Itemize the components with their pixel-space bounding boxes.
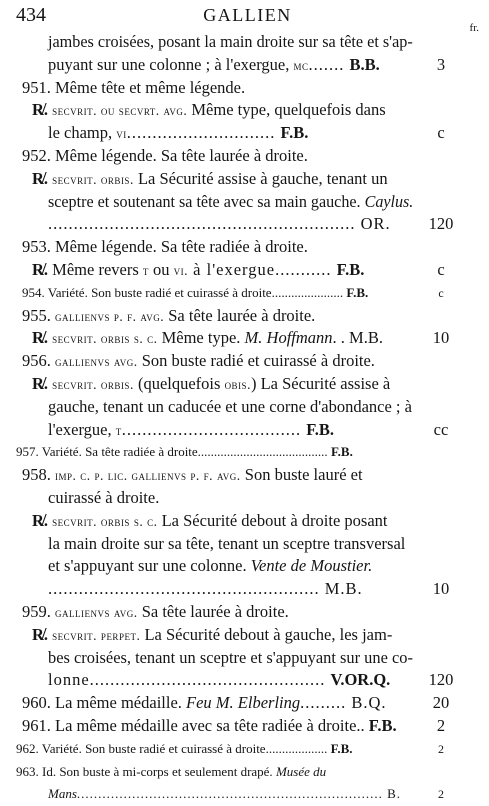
text-segment: t <box>142 263 149 278</box>
catalogue-line <box>0 487 489 509</box>
text-segment: à l'exergue........... <box>188 260 337 279</box>
text-segment: cuirassé à droite. <box>48 488 160 507</box>
text-segment: F.B. <box>330 740 353 756</box>
text-segment: ........................................................................ B. <box>76 786 402 802</box>
page-header <box>14 2 481 34</box>
catalogue-line <box>0 761 489 783</box>
text-segment: B.B. <box>349 54 380 74</box>
text-segment: vi <box>116 126 127 142</box>
column-head: fr. <box>469 22 479 34</box>
text-segment: R̸. <box>32 168 53 188</box>
catalogue-line <box>0 624 489 646</box>
text-segment: F.B. <box>306 419 335 439</box>
catalogue-line <box>0 783 489 805</box>
line-text <box>32 373 390 395</box>
text-segment: R̸. <box>32 328 53 348</box>
text-segment: 963. Id. Son buste à mi-corps et seulement drapé. <box>16 763 276 779</box>
line-text <box>22 601 289 623</box>
text-segment: F.B. <box>368 716 397 735</box>
text-segment: Sa tête laurée à droite. <box>164 305 316 325</box>
line-text <box>48 396 412 418</box>
catalogue-line <box>0 213 489 235</box>
text-segment: 951. Même tête et même légende. <box>22 77 246 97</box>
line-text <box>48 783 401 805</box>
line-text <box>32 259 364 281</box>
text-segment: gallienvs avg. <box>55 354 138 370</box>
catalogue-line <box>0 77 489 99</box>
text-segment: 952. Même légende. Sa tête laurée à droite. <box>22 146 308 165</box>
page-number: 434 <box>16 4 46 26</box>
text-segment: l'exergue, <box>48 419 116 439</box>
catalogue-line <box>0 54 489 76</box>
running-head: GALLIEN <box>203 5 292 25</box>
rarity-value: c <box>437 123 445 143</box>
text-segment: lonne.............................................. <box>48 670 331 690</box>
text-segment: ............................................................ OR. <box>48 214 391 234</box>
text-segment: mc <box>293 57 309 73</box>
text-segment: R̸. <box>32 260 53 279</box>
rarity-value: 20 <box>432 693 450 713</box>
line-text <box>32 99 386 121</box>
line-text <box>32 327 383 349</box>
rarity-value: 2 <box>438 787 444 802</box>
line-text <box>16 738 353 760</box>
text-segment: Même type. <box>157 328 245 348</box>
catalogue-line <box>0 647 489 669</box>
text-segment: et s'appuyant sur une colonne. <box>48 556 251 576</box>
line-text <box>22 145 308 167</box>
text-segment: jambes croisées, posant la main droite sur sa tête et s'ap- <box>48 32 413 51</box>
text-segment: Vente de Moustier. <box>250 556 373 576</box>
catalogue-line <box>0 99 489 121</box>
catalogue-line <box>0 692 489 714</box>
line-text <box>22 236 308 258</box>
text-segment: . . M.B. <box>332 328 383 348</box>
text-segment: vi. <box>173 263 189 278</box>
rarity-value: c <box>437 260 445 279</box>
line-text <box>48 191 413 213</box>
text-segment: Musée du <box>275 763 327 779</box>
text-segment: 955. <box>22 305 55 325</box>
catalogue-line <box>0 601 489 623</box>
text-segment: Son buste radié et cuirassé à droite. <box>137 351 375 371</box>
rarity-value: 10 <box>432 579 450 599</box>
catalogue-line <box>0 305 489 327</box>
catalogue-line <box>0 715 489 737</box>
catalogue-line <box>0 419 489 441</box>
text-segment: secvrit. orbis s. c. <box>52 513 158 529</box>
line-text <box>48 669 390 691</box>
catalogue-line <box>0 122 489 144</box>
text-segment: R̸. <box>32 624 53 644</box>
rarity-value: c <box>438 285 444 300</box>
text-segment: Feu M. Elberling <box>186 693 301 713</box>
line-text <box>48 419 334 441</box>
text-segment: Caylus. <box>364 191 414 211</box>
text-segment: La Sécurité debout à gauche, les jam- <box>140 624 393 644</box>
catalogue-line <box>0 555 489 577</box>
line-text <box>22 715 397 737</box>
line-text <box>22 464 363 486</box>
text-segment: ................................... <box>121 419 307 439</box>
text-segment: 956. <box>22 351 55 371</box>
text-segment: gallienvs p. f. avg. <box>55 308 165 324</box>
text-segment: secvrit. orbis s. c. <box>52 331 158 347</box>
catalogue-line <box>0 669 489 691</box>
line-text <box>22 305 315 327</box>
text-segment: puyant sur une colonne ; à l'exergue, <box>48 54 294 74</box>
catalogue-line <box>0 510 489 532</box>
rarity-value: cc <box>433 419 449 439</box>
text-segment: imp. c. p. lic. gallienvs p. f. avg. <box>55 468 241 484</box>
line-text <box>32 168 388 190</box>
text-segment: ............................. <box>126 123 281 143</box>
line-text <box>48 578 363 600</box>
line-text <box>48 533 405 555</box>
text-segment: bes croisées, tenant un sceptre et s'appuyant sur une co- <box>48 647 413 667</box>
catalogue-line <box>0 327 489 349</box>
text-segment: Mans <box>48 786 77 802</box>
text-segment: sceptre et soutenant sa tête avec sa main gauche. <box>48 191 365 211</box>
text-segment: F.B. <box>346 284 369 300</box>
text-segment: 957. Variété. Sa tête radiée à droite........................................ <box>16 444 331 460</box>
catalogue-line <box>0 441 489 463</box>
text-segment: F.B. <box>280 123 309 143</box>
text-segment: secvrit. orbis. <box>52 171 134 187</box>
line-text <box>48 487 159 509</box>
rarity-value: 120 <box>428 214 454 234</box>
text-segment: Même revers <box>52 260 143 279</box>
text-segment: (quelquefois <box>133 374 225 393</box>
catalogue-line <box>0 191 489 213</box>
catalogue-line <box>0 350 489 372</box>
catalogue-line <box>0 145 489 167</box>
text-segment: 953. Même légende. Sa tête radiée à droite. <box>22 237 308 257</box>
text-segment: secvrit. orbis. <box>52 377 134 392</box>
text-segment: ou <box>148 260 174 279</box>
line-text <box>48 31 413 53</box>
text-segment: M. Hoffmann <box>244 328 333 348</box>
catalogue-line <box>0 259 489 281</box>
rarity-value: 2 <box>436 716 446 735</box>
line-text <box>48 213 391 235</box>
text-segment: R̸. <box>32 374 53 393</box>
text-segment: ..................................................... M.B. <box>48 579 363 599</box>
text-segment: 959. <box>22 602 55 621</box>
line-text <box>48 54 380 76</box>
catalogue-line <box>0 31 489 53</box>
text-segment: La Sécurité debout à droite posant <box>157 510 388 530</box>
catalogue-line <box>0 464 489 486</box>
line-text <box>32 624 392 646</box>
catalogue-line <box>0 578 489 600</box>
line-text <box>48 122 308 144</box>
text-segment: V.OR.Q. <box>330 670 391 690</box>
text-segment: Sa tête laurée à droite. <box>137 602 289 621</box>
text-segment: obis. <box>224 377 251 392</box>
catalogue-line <box>0 168 489 190</box>
text-segment: R̸. <box>32 100 53 120</box>
text-segment: 961. La même médaille avec sa tête radiée à droite.. <box>22 716 369 735</box>
text-segment: Son buste lauré et <box>240 465 363 485</box>
text-segment: F.B. <box>336 260 365 279</box>
text-segment: secvrit. ou secvrt. avg. <box>52 103 188 119</box>
text-segment: secvrit. perpet. <box>52 627 141 643</box>
catalogue-line <box>0 396 489 418</box>
line-text <box>32 510 387 532</box>
text-segment: 962. Variété. Son buste radié et cuirassé à droite................... <box>16 740 331 756</box>
text-segment: 954. Variété. Son buste radié et cuirassé à droite...................... <box>22 284 347 300</box>
catalogue-line <box>0 282 489 304</box>
text-segment: 958. <box>22 465 55 485</box>
catalogue-line <box>0 533 489 555</box>
line-text <box>48 555 372 577</box>
text-segment: ....... <box>308 54 350 74</box>
text-segment: 960. La même médaille. <box>22 693 187 713</box>
rarity-value: 10 <box>432 328 450 348</box>
text-segment: ......... B.Q. <box>300 693 387 713</box>
line-text <box>22 77 245 99</box>
text-segment: gallienvs avg. <box>55 605 138 620</box>
text-segment: gauche, tenant un caducée et une corne d'abondance ; à <box>48 396 412 416</box>
text-segment: R̸. <box>32 510 53 530</box>
rarity-value: 2 <box>438 741 444 756</box>
text-segment: le champ, <box>48 123 117 143</box>
catalogue-line <box>0 738 489 760</box>
catalogue-line <box>0 373 489 395</box>
line-text <box>22 350 375 372</box>
line-text <box>48 647 413 669</box>
line-text <box>16 441 353 463</box>
text-segment: La Sécurité assise à gauche, tenant un <box>133 168 388 188</box>
text-segment: F.B. <box>330 444 353 460</box>
text-segment: t <box>115 422 122 438</box>
rarity-value: 3 <box>436 54 446 74</box>
text-segment: la main droite sur sa tête, tenant un sceptre transversal <box>48 533 406 553</box>
catalogue-line <box>0 236 489 258</box>
text-segment: ) La Sécurité assise à <box>250 374 391 393</box>
line-text <box>22 282 368 304</box>
rarity-value: 120 <box>428 670 454 690</box>
line-text <box>22 692 387 714</box>
line-text <box>16 761 326 783</box>
text-segment: Même type, quelquefois dans <box>187 100 386 120</box>
